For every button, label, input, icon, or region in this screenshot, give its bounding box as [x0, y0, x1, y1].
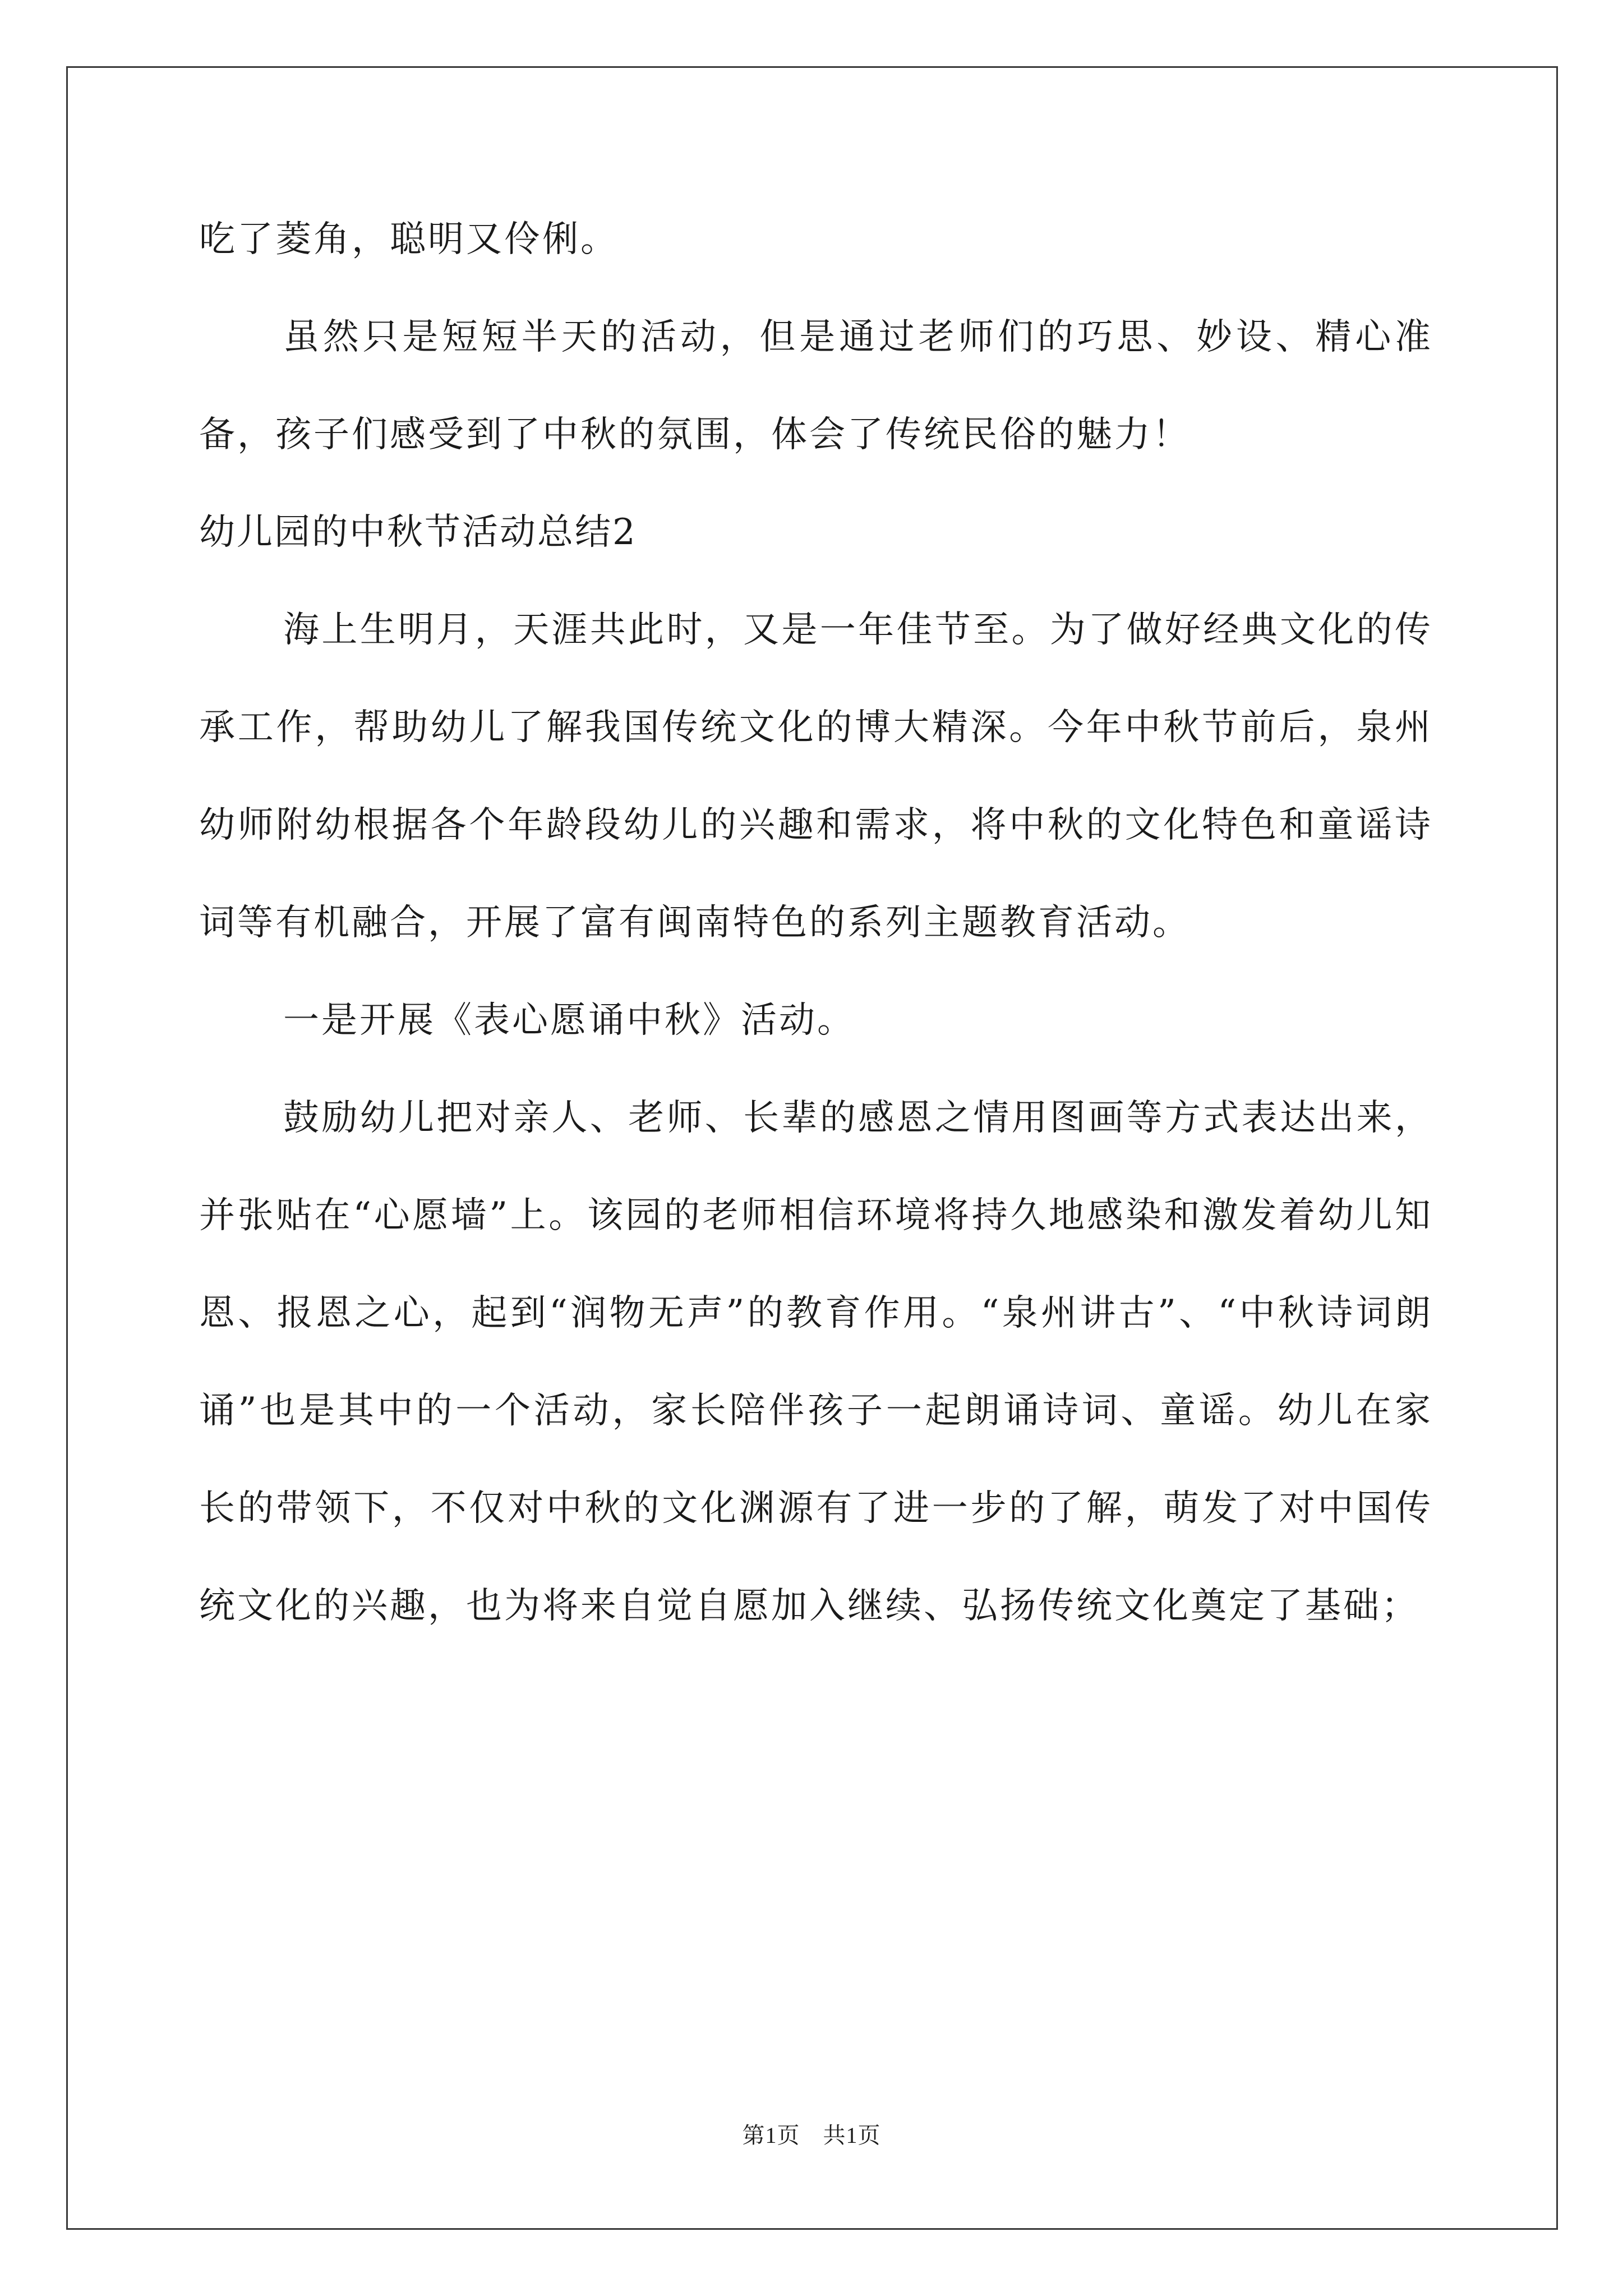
paragraph: 一是开展《表心愿诵中秋》活动。	[283, 1000, 855, 1041]
paragraph: 鼓励幼儿把对亲人、老师、长辈的感恩之情用图画等方式表达出来，并张贴在“心愿墙”上。该园的老师相信环境将持久地感染和激发着幼儿知恩、报恩之心，起到“润物无声”的教育作用。“泉州讲古”、“中秋诗词朗诵”也是其中的一个活动，家长陪伴孩子一起朗诵诗词、童谣。幼儿在家长的带领下，不仅对中秋的文化渊源有了进一步的了解，萌发了对中国传统文化的兴趣，也为将来自觉自愿加入继续、弘扬传统文化奠定了基础；	[199, 1097, 1433, 1627]
paragraph-continuation: 吃了菱角，聪明又伶俐。	[199, 219, 619, 260]
paragraph: 海上生明月，天涯共此时，又是一年佳节至。为了做好经典文化的传承工作，帮助幼儿了解我国传统文化的博大精深。今年中秋节前后，泉州幼师附幼根据各个年龄段幼儿的兴趣和需求，将中秋的文化特色和童谣诗词等有机融合，开展了富有闽南特色的系列主题教育活动。	[199, 609, 1433, 944]
paragraph: 虽然只是短短半天的活动，但是通过老师们的巧思、妙设、精心准备，孩子们感受到了中秋的氛围，体会了传统民俗的魅力！	[199, 316, 1433, 455]
section-title: 幼儿园的中秋节活动总结2	[199, 512, 637, 553]
document-body	[199, 191, 1433, 1655]
page-number: 第1页 共1页	[742, 2123, 881, 2148]
